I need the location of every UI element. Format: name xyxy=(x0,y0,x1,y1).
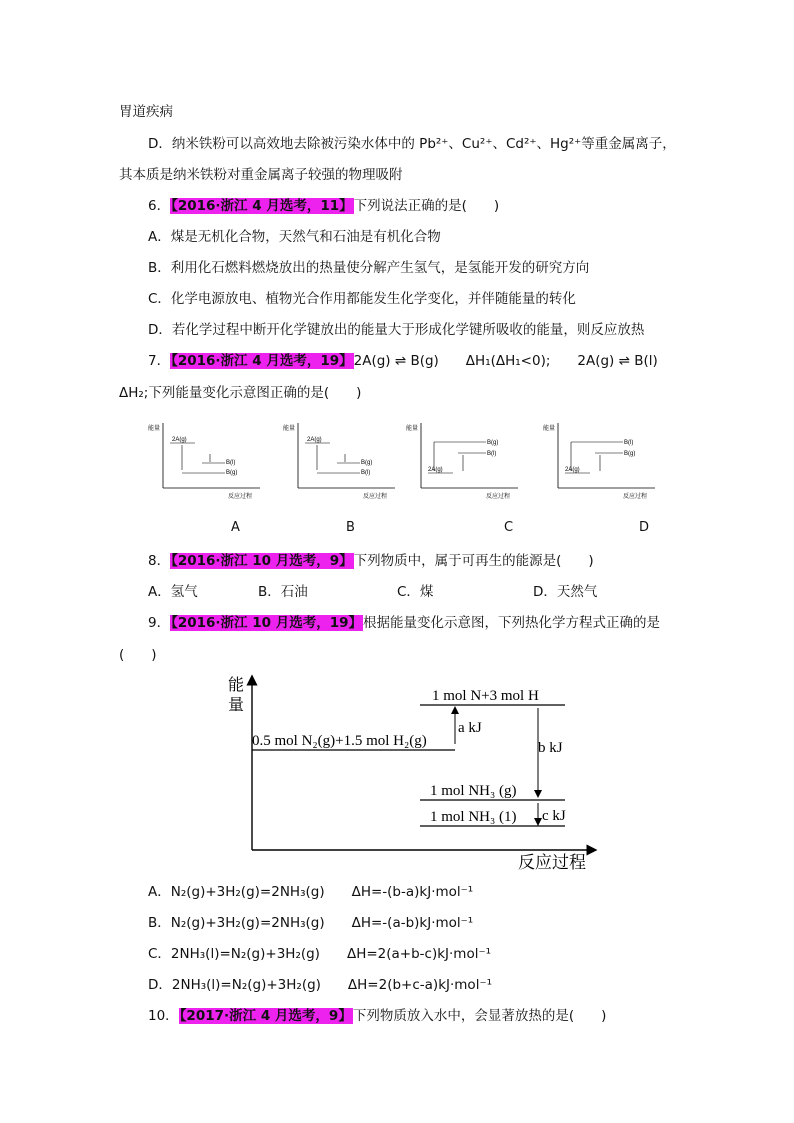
question-text: 下列说法正确的是( ) xyxy=(353,198,500,214)
diagram-a xyxy=(148,423,260,500)
question-number: 6． xyxy=(148,198,171,214)
axis-x-label: 反应过程 xyxy=(363,494,388,500)
answer-parens: ( ) xyxy=(119,647,157,663)
level-top-label: 1 mol N+3 mol H xyxy=(432,688,539,704)
diagram-c xyxy=(406,423,518,500)
label-c: c kJ xyxy=(542,808,566,824)
diagram-label-d: D xyxy=(639,520,650,535)
question-10-stem xyxy=(148,1006,606,1026)
option-b: B．利用化石燃料燃烧放出的热量使分解产生氢气，是氢能开发的研究方向 xyxy=(148,260,590,276)
axis-x-label: 反应过程 xyxy=(486,494,511,500)
axis-energy-label: 能量 xyxy=(406,426,419,432)
question-number: 8． xyxy=(148,553,171,569)
source-tag: 【2016·浙江 4 月选考，11】 xyxy=(171,198,353,214)
option-a: A．氢气 xyxy=(148,584,198,600)
level-label: 2A(g) xyxy=(565,467,580,473)
diagram-label-b: B xyxy=(346,520,355,535)
equation: 2A(g) ⇌ B(g) ΔH₁(ΔH₁<0); 2A(g) ⇌ B(l) xyxy=(353,353,658,369)
axis-energy-label: 能 xyxy=(228,677,245,694)
level-mid-label: 1 mol NH₃ (g) xyxy=(430,783,517,799)
text-line: 胃道疾病 xyxy=(119,104,173,120)
axis-x-label: 反应过程 xyxy=(623,494,648,500)
axis-energy-label: 能量 xyxy=(543,426,556,432)
axis-energy-label: 能量 xyxy=(148,426,161,432)
level-label: 2A(g) xyxy=(428,467,443,473)
level-label: B(g) xyxy=(624,451,636,457)
diagram-b xyxy=(283,423,395,500)
question-7-stem-cont: ΔH₂;下列能量变化示意图正确的是( ) xyxy=(119,385,362,401)
diagram-label-c: C xyxy=(504,520,514,535)
question-number: 10． xyxy=(148,1008,179,1024)
level-bottom-label: 1 mol NH₃ (1) xyxy=(430,809,517,825)
question-number: 7． xyxy=(148,353,171,369)
source-tag: 【2016·浙江 10 月选考，19】 xyxy=(171,615,363,631)
question-text: 下列物质放入水中，会显著放热的是( ) xyxy=(352,1008,607,1024)
label-b: b kJ xyxy=(538,740,563,756)
question-text: 下列物质中，属于可再生的能源是( ) xyxy=(353,553,594,569)
level-label: B(l) xyxy=(624,440,634,446)
source-tag: 【2017·浙江 4 月选考，9】 xyxy=(179,1008,352,1024)
axis-energy-label: 量 xyxy=(228,697,245,714)
option-d: D．若化学过程中断开化学键放出的能量大于形成化学键所吸收的能量，则反应放热 xyxy=(148,322,645,338)
level-label: B(l) xyxy=(226,460,236,466)
option-c: C．化学电源放电、植物光合作用都能发生化学变化，并伴随能量的转化 xyxy=(148,291,576,307)
source-tag: 【2016·浙江 4 月选考，19】 xyxy=(171,353,353,369)
level-left-label: 0.5 mol N₂(g)+1.5 mol H₂(g) xyxy=(252,733,427,749)
question-6-stem xyxy=(148,196,499,216)
option-c: C．煤 xyxy=(397,584,434,600)
level-label: B(g) xyxy=(361,460,373,466)
option-d: D．2NH₃(l)=N₂(g)+3H₂(g) ΔH=2(b+c-a)kJ·mol⁻¹ xyxy=(148,977,492,993)
level-label: B(g) xyxy=(226,470,238,476)
axis-x-label: 反应过程 xyxy=(518,853,586,872)
option-a: A．煤是无机化合物，天然气和石油是有机化合物 xyxy=(148,229,441,245)
energy-diagrams xyxy=(140,418,680,508)
option-c: C．2NH₃(l)=N₂(g)+3H₂(g) ΔH=2(a+b-c)kJ·mol⁻¹ xyxy=(148,946,492,962)
text-line: 其本质是纳米铁粉对重金属离子较强的物理吸附 xyxy=(119,167,403,183)
level-label: 2A(g) xyxy=(307,437,322,443)
option-a: A．N₂(g)+3H₂(g)=2NH₃(g) ΔH=-(b-a)kJ·mol⁻¹ xyxy=(148,884,474,900)
label-a: a kJ xyxy=(458,720,482,736)
diagram-d xyxy=(543,423,655,500)
option-b: B．N₂(g)+3H₂(g)=2NH₃(g) ΔH=-(a-b)kJ·mol⁻¹ xyxy=(148,915,474,931)
level-label: 2A(g) xyxy=(172,437,187,443)
text-line: D．纳米铁粉可以高效地去除被污染水体中的 Pb²⁺、Cu²⁺、Cd²⁺、Hg²⁺等重金属离子， xyxy=(148,136,676,152)
level-label: B(g) xyxy=(487,440,499,446)
question-9-stem xyxy=(148,613,660,633)
level-label: B(l) xyxy=(361,470,371,476)
level-label: B(l) xyxy=(487,451,497,457)
question-text: 根据能量变化示意图，下列热化学方程式正确的是 xyxy=(363,615,661,631)
option-b: B．石油 xyxy=(258,584,308,600)
question-8-stem xyxy=(148,551,594,571)
axis-energy-label: 能量 xyxy=(283,426,296,432)
question-number: 9． xyxy=(148,615,171,631)
question-7-stem xyxy=(148,351,658,371)
energy-level-diagram xyxy=(220,672,600,872)
option-d: D．天然气 xyxy=(533,584,598,600)
diagram-label-a: A xyxy=(231,520,240,535)
source-tag: 【2016·浙江 10 月选考，9】 xyxy=(171,553,353,569)
axis-x-label: 反应过程 xyxy=(228,494,253,500)
